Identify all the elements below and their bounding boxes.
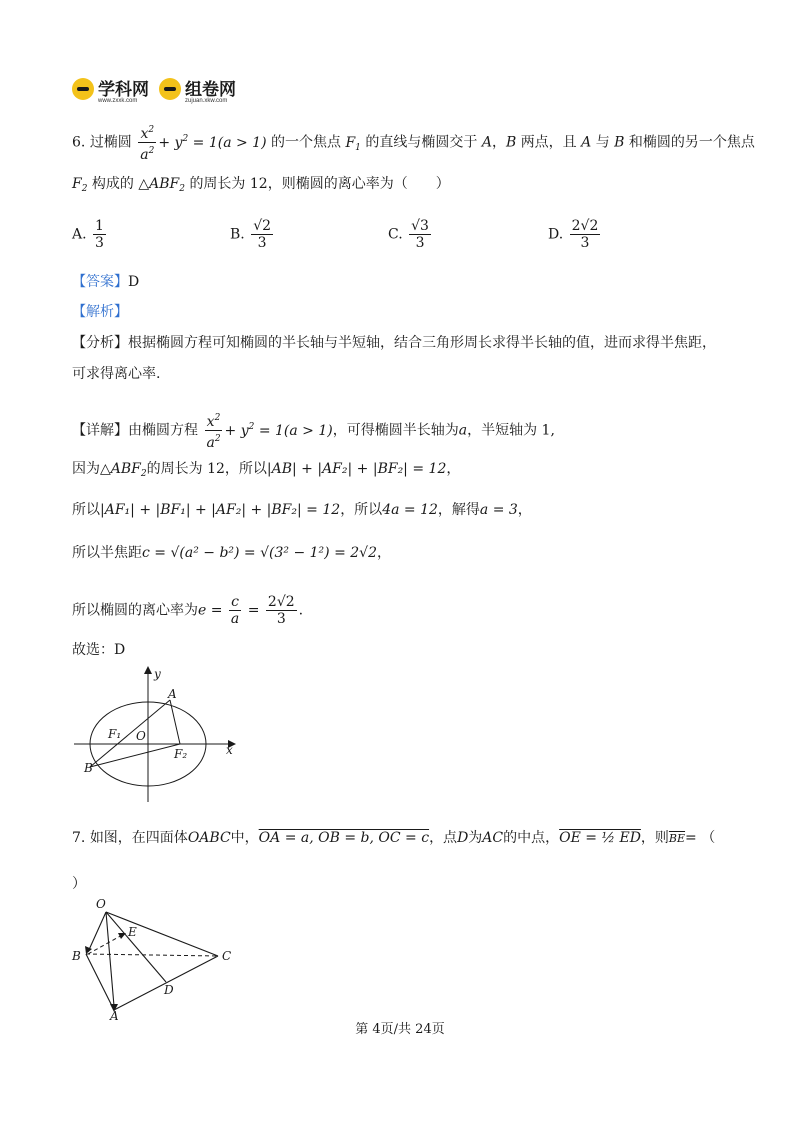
- equation: a = 3: [479, 502, 518, 518]
- q6-stem-text: 和椭圆的另一个焦点: [628, 134, 755, 151]
- label-d: D: [164, 983, 174, 997]
- tetrahedron-name: OABC: [187, 830, 231, 846]
- label-a: A: [168, 687, 177, 701]
- ellipse-eq-rest: + $y^2 = 1(a > 1)$: [158, 133, 267, 151]
- frac-den: 3: [276, 611, 286, 627]
- q7-stem-line1: [72, 828, 715, 849]
- vector-eq2: OE = ½ ED: [559, 830, 641, 846]
- label-f2: F₂: [174, 747, 188, 761]
- q7-stem-text: 中，: [230, 830, 259, 846]
- fenxi-text: 根据椭圆方程可知椭圆的半长轴与半短轴，结合三角形周长求得半长轴的值，进而求得半焦距，: [128, 335, 716, 351]
- option-den: 3: [257, 235, 267, 251]
- answer-tag: 【答案】: [72, 274, 128, 290]
- vector-be: [88, 934, 124, 954]
- detail-text: ，可得椭圆半长轴为: [332, 422, 459, 439]
- header-logos: [72, 72, 236, 106]
- q7-stem-text: 为: [468, 830, 483, 846]
- edge-bc-hidden: [86, 954, 218, 956]
- equation: e =: [198, 602, 227, 619]
- vector-eq: OA = a, OB = b, OC = c: [258, 830, 430, 846]
- choose-text: 故选：D: [72, 642, 126, 658]
- detail-tag: 【详解】: [72, 422, 128, 439]
- q6-stem-line1: 6. 过椭圆 $\frac{x^2}{a^2}$ + $y^2 = 1(a > 1)$ 的一个焦点 $F_1$ 的直线与椭圆交于 A，B 两点，且 A 与 B 和椭圆的另一个焦点: [72, 122, 755, 163]
- q6-stem-text: 的周长为 12，则椭圆的离心率为（ ）: [189, 176, 450, 192]
- option-num: 2√2: [571, 218, 599, 234]
- line-text: ，解得: [437, 502, 480, 518]
- point-d: D: [457, 830, 469, 846]
- label-c: C: [222, 949, 232, 963]
- focus-f2: $F_2$: [72, 176, 88, 194]
- line-text: 的周长为 12，所以: [146, 461, 267, 477]
- line-text: 所以: [72, 502, 100, 518]
- logo-zxxk-text: 学科网: [98, 79, 149, 99]
- q6-stem-text: 构成的: [91, 176, 134, 192]
- line-text: 所以半焦距: [72, 545, 142, 561]
- answer-value: D: [128, 274, 140, 290]
- logo-zxxk: [72, 75, 149, 104]
- fenxi-line1: [72, 333, 716, 353]
- fenxi-text: 可求得离心率.: [72, 366, 161, 382]
- ellipse-eq-fraction: $\frac{x^2}{a^2}$: [138, 122, 156, 163]
- q7-stem-text: ，则: [640, 830, 669, 846]
- option-label: C.: [388, 226, 403, 243]
- fenxi-tag: 【分析】: [72, 335, 128, 351]
- q6-stem-text: 的直线与椭圆交于: [365, 134, 478, 151]
- arrow-e-icon: [118, 933, 126, 939]
- q6-stem-text: 与: [595, 134, 610, 151]
- option-num: √3: [411, 218, 429, 234]
- triangle-abf2: $\triangle ABF_2$: [138, 176, 185, 194]
- q6-stem-line2: [72, 174, 450, 199]
- point-b: B: [614, 134, 625, 151]
- mascot-icon: [72, 78, 94, 100]
- q7-stem-text: 如图，在四面体: [89, 830, 188, 846]
- segment-ac: AC: [482, 830, 504, 846]
- option-den: 3: [95, 235, 104, 251]
- detail-line: 【详解】由椭圆方程 $\frac{x^2}{a^2}$ + $y^2 = 1(a > 1)$，可得椭圆半长轴为a，半短轴为 1,: [72, 410, 555, 451]
- vector-be: $\overline{BE}$: [668, 832, 686, 845]
- option-den: 3: [415, 235, 425, 251]
- q6-stem-text: 两点，且: [520, 134, 577, 151]
- frac-num: c: [231, 594, 240, 610]
- mascot-icon: [159, 78, 181, 100]
- frac-den: a: [230, 611, 240, 627]
- detail-text: ，半短轴为 1,: [467, 422, 555, 439]
- option-d[interactable]: [548, 218, 602, 251]
- q6-number: 6.: [72, 134, 86, 151]
- label-f1: F₁: [108, 727, 122, 741]
- point-a: A: [481, 134, 492, 151]
- line-text: 所以椭圆的离心率为: [72, 602, 198, 619]
- equation: 4a = 12: [382, 502, 438, 518]
- q6-stem-text: 过椭圆: [89, 134, 132, 151]
- label-b: B: [84, 761, 93, 775]
- tetrahedron-figure: [66, 894, 246, 1022]
- sum-line: 所以|AF₁| + |BF₁| + |AF₂| + |BF₂| = 12，所以4a = 12，解得a = 3，: [72, 502, 532, 518]
- option-c[interactable]: [388, 218, 433, 251]
- equation: |AB| + |AF₂| + |BF₂| = 12: [266, 461, 447, 477]
- equation: c = √(a² − b²) = √(3² − 1²) = 2√2: [142, 545, 377, 561]
- q6-stem-text: 的一个焦点: [271, 134, 341, 151]
- label-a: A: [110, 1009, 119, 1022]
- ellipse-figure: [70, 664, 240, 806]
- logo-zujuan-text: 组卷网: [185, 79, 236, 99]
- q7-stem-line2: [72, 874, 86, 894]
- line-text: 因为: [72, 461, 100, 477]
- option-num: √2: [253, 218, 272, 234]
- logo-zujuan: [159, 75, 236, 104]
- fenxi-line2: [72, 364, 160, 384]
- option-den: 3: [580, 235, 590, 251]
- q7-stem-text: 的中点，: [503, 830, 560, 846]
- line-text: ，所以: [340, 502, 383, 518]
- label-x: x: [226, 743, 233, 757]
- label-y: y: [154, 667, 161, 681]
- perimeter-line: 因为$\triangle ABF_2$的周长为 12，所以|AB| + |AF₂| + |BF₂| = 12，: [72, 461, 461, 479]
- eccentricity-line: 所以椭圆的离心率为e = $\frac{c}{a}$ = $\frac{2√2}{3}$ .: [72, 594, 304, 627]
- y-arrow-icon: [144, 666, 152, 674]
- equation: =: [243, 602, 264, 619]
- label-o: O: [96, 897, 106, 911]
- point-b: B: [505, 134, 517, 151]
- label-b: B: [72, 949, 81, 963]
- option-num: 1: [95, 218, 104, 234]
- q7-stem-text: ）: [72, 876, 86, 892]
- q7-stem-text: = （: [685, 830, 716, 846]
- q6-options: [72, 218, 672, 258]
- analysis-line: [72, 302, 128, 322]
- label-e: E: [128, 925, 137, 939]
- logo-zxxk-sub: www.zxxk.com: [98, 97, 138, 104]
- analysis-tag: 【解析】: [72, 304, 128, 320]
- detail-text: 由椭圆方程: [128, 422, 198, 439]
- option-b[interactable]: [230, 218, 275, 251]
- label-o: O: [136, 729, 146, 743]
- choose-line: [72, 640, 125, 660]
- answer-line: [72, 272, 139, 292]
- option-a[interactable]: [72, 218, 108, 251]
- vector-oa: [106, 912, 114, 1006]
- option-label: A.: [72, 226, 87, 243]
- segment-od: [106, 912, 166, 982]
- option-label: B.: [230, 226, 245, 243]
- q7-stem-text: ，点: [429, 830, 458, 846]
- focal-line: 所以半焦距c = √(a² − b²) = √(3² − 1²) = 2√2，: [72, 545, 391, 561]
- page-footer: 第 4页/共 24页: [355, 1022, 445, 1037]
- point-a: A: [581, 134, 592, 151]
- q7-number: 7.: [72, 830, 86, 846]
- option-label: D.: [548, 226, 564, 243]
- equation: |AF₁| + |BF₁| + |AF₂| + |BF₂| = 12: [100, 502, 341, 518]
- focus-f1: $F_1$: [345, 134, 361, 153]
- logo-zujuan-sub: zujuan.xkw.com: [185, 97, 228, 104]
- frac-num: 2√2: [267, 594, 295, 610]
